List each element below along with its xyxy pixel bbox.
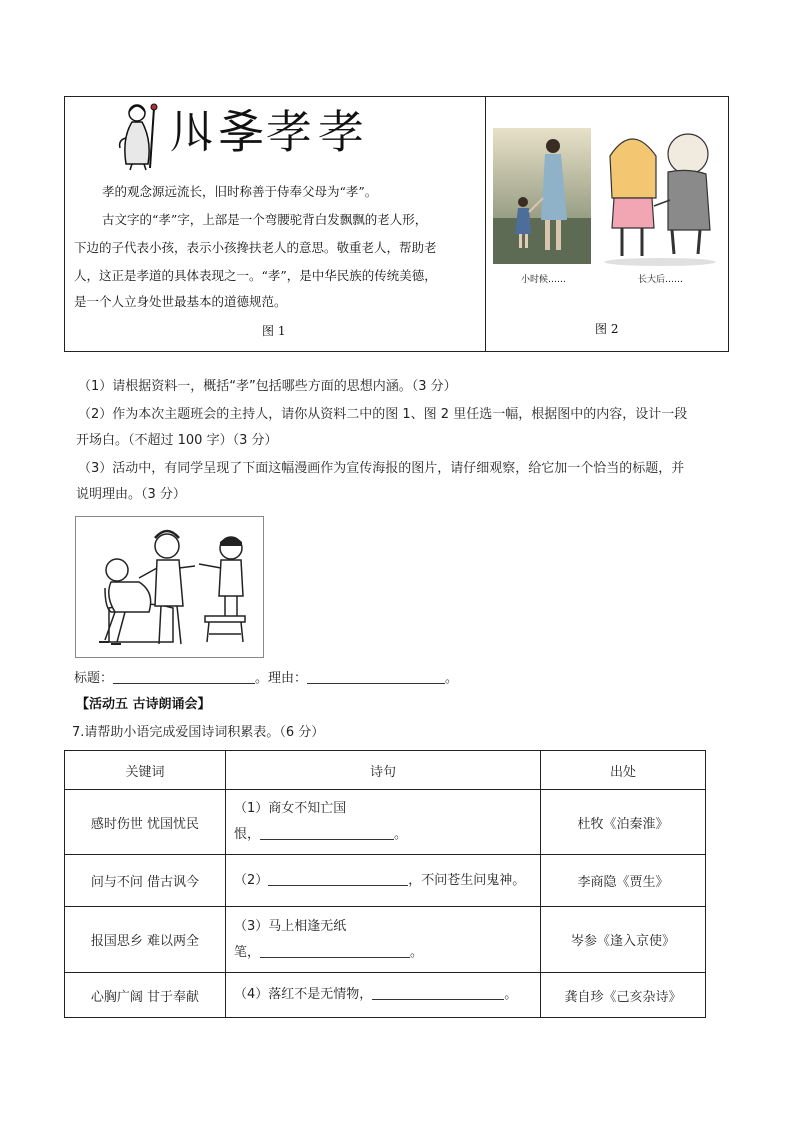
- source-cell: 杜牧《泊秦淮》: [541, 790, 706, 855]
- resource-text-p2-l1: 古文字的“孝”字，上部是一个弯腰驼背白发飘飘的老人形，: [102, 212, 428, 227]
- verse-end: 。: [504, 987, 518, 1002]
- question-2-line-2: 开场白。（不超过 100 字）（3 分）: [76, 433, 278, 448]
- question-3-line-1: （3）活动中，有同学呈现了下面这幅漫画作为宣传海报的图片，请仔细观察，给它加一个恰当的标题，并: [78, 461, 685, 476]
- source-cell: 龚自珍《己亥杂诗》: [541, 973, 706, 1018]
- seal-character-4: 孝: [318, 105, 364, 159]
- figure-2-label: 图 2: [595, 322, 619, 336]
- keyword-cell: 问与不问 借古讽今: [65, 855, 226, 907]
- verse-text: （4）落红不是无情物，: [234, 987, 373, 1002]
- verse-cell: [226, 855, 541, 907]
- resource-text-p2-l3: 人，这正是孝道的具体表现之一。“孝”，是中华民族的传统美德，: [74, 268, 437, 283]
- activity-5-heading: 【活动五 古诗朗诵会】: [76, 697, 211, 712]
- question-1: （1）请根据资料一，概括“孝”包括哪些方面的思想内涵。（3 分）: [78, 379, 457, 394]
- resource-text-p2-l4: 是一个人立身处世最基本的道德规范。: [74, 294, 287, 309]
- table-row: [65, 790, 706, 855]
- seal-character-3: 孝: [266, 105, 312, 159]
- keyword-cell: 感时伤世 忧国忧民: [65, 790, 226, 855]
- elder-illustration: [112, 100, 164, 172]
- verse-line: [234, 822, 532, 848]
- verse-blank-3[interactable]: [260, 943, 410, 958]
- verse-text: 笔，: [234, 944, 261, 960]
- verse-cell: [226, 973, 541, 1018]
- verse-end: 。: [394, 827, 408, 842]
- poetry-table: [64, 750, 706, 1018]
- reason-blank[interactable]: [307, 669, 445, 684]
- childhood-photo: [493, 128, 591, 264]
- table-row: [65, 907, 706, 973]
- header-source: 出处: [541, 751, 706, 790]
- grownup-cartoon: [602, 126, 722, 268]
- title-blank[interactable]: [113, 669, 255, 684]
- answer-reason-label: 。理由：: [255, 671, 308, 686]
- table-row: [65, 855, 706, 907]
- verse-blank-4[interactable]: [372, 985, 504, 1000]
- table-header-row: [65, 751, 706, 790]
- source-cell: 岑参《逢入京使》: [541, 907, 706, 973]
- verse-line: [234, 940, 532, 966]
- resource-text-p2-l2: 下边的子代表小孩，表示小孩搀扶老人的意思。敬重老人，帮助老: [74, 240, 437, 255]
- table-row: [65, 973, 706, 1018]
- figure-2-caption-grownup: 长大后……: [638, 275, 684, 285]
- question-2-line-1: （2）作为本次主题班会的主持人，请你从资料二中的图 1、图 2 里任选一幅，根据图中的内容，设计一段: [78, 407, 688, 422]
- source-cell: 李商隐《贾生》: [541, 855, 706, 907]
- verse-text: 恨，: [234, 827, 261, 842]
- question-3-line-2: 说明理由。（3 分）: [76, 487, 186, 502]
- keyword-cell: 心胸广阔 甘于奉献: [65, 973, 226, 1018]
- verse-text: ，不问苍生问鬼神。: [408, 872, 526, 888]
- header-keyword: 关键词: [65, 751, 226, 790]
- resource-text-p1: 孝的观念源远流长，旧时称善于侍奉父母为“孝”。: [102, 184, 378, 199]
- keyword-cell: 报国思乡 难以两全: [65, 907, 226, 973]
- answer-end: 。: [445, 671, 459, 686]
- question-7: 7.请帮助小语完成爱国诗词积累表。（6 分）: [72, 725, 325, 740]
- verse-blank-1[interactable]: [260, 825, 394, 840]
- header-verse: 诗句: [226, 751, 541, 790]
- figure-1-label: 图 1: [262, 324, 286, 338]
- seal-character-2: 𡥈: [218, 105, 264, 159]
- figure-2-caption-childhood: 小时候……: [521, 275, 567, 285]
- verse-end: 。: [410, 944, 424, 960]
- verse-line: （1）商女不知亡国: [234, 801, 347, 816]
- verse-text: （2）: [234, 872, 269, 888]
- answer-title-label: 标题：: [74, 671, 114, 686]
- verse-cell: [226, 907, 541, 973]
- seal-character-1: 𠄓: [168, 105, 214, 159]
- answer-line: [74, 666, 724, 692]
- verse-blank-2[interactable]: [268, 871, 408, 886]
- filial-piety-cartoon: [75, 516, 264, 658]
- verse-line: （3）马上相逢无纸: [234, 918, 347, 934]
- verse-cell: [226, 790, 541, 855]
